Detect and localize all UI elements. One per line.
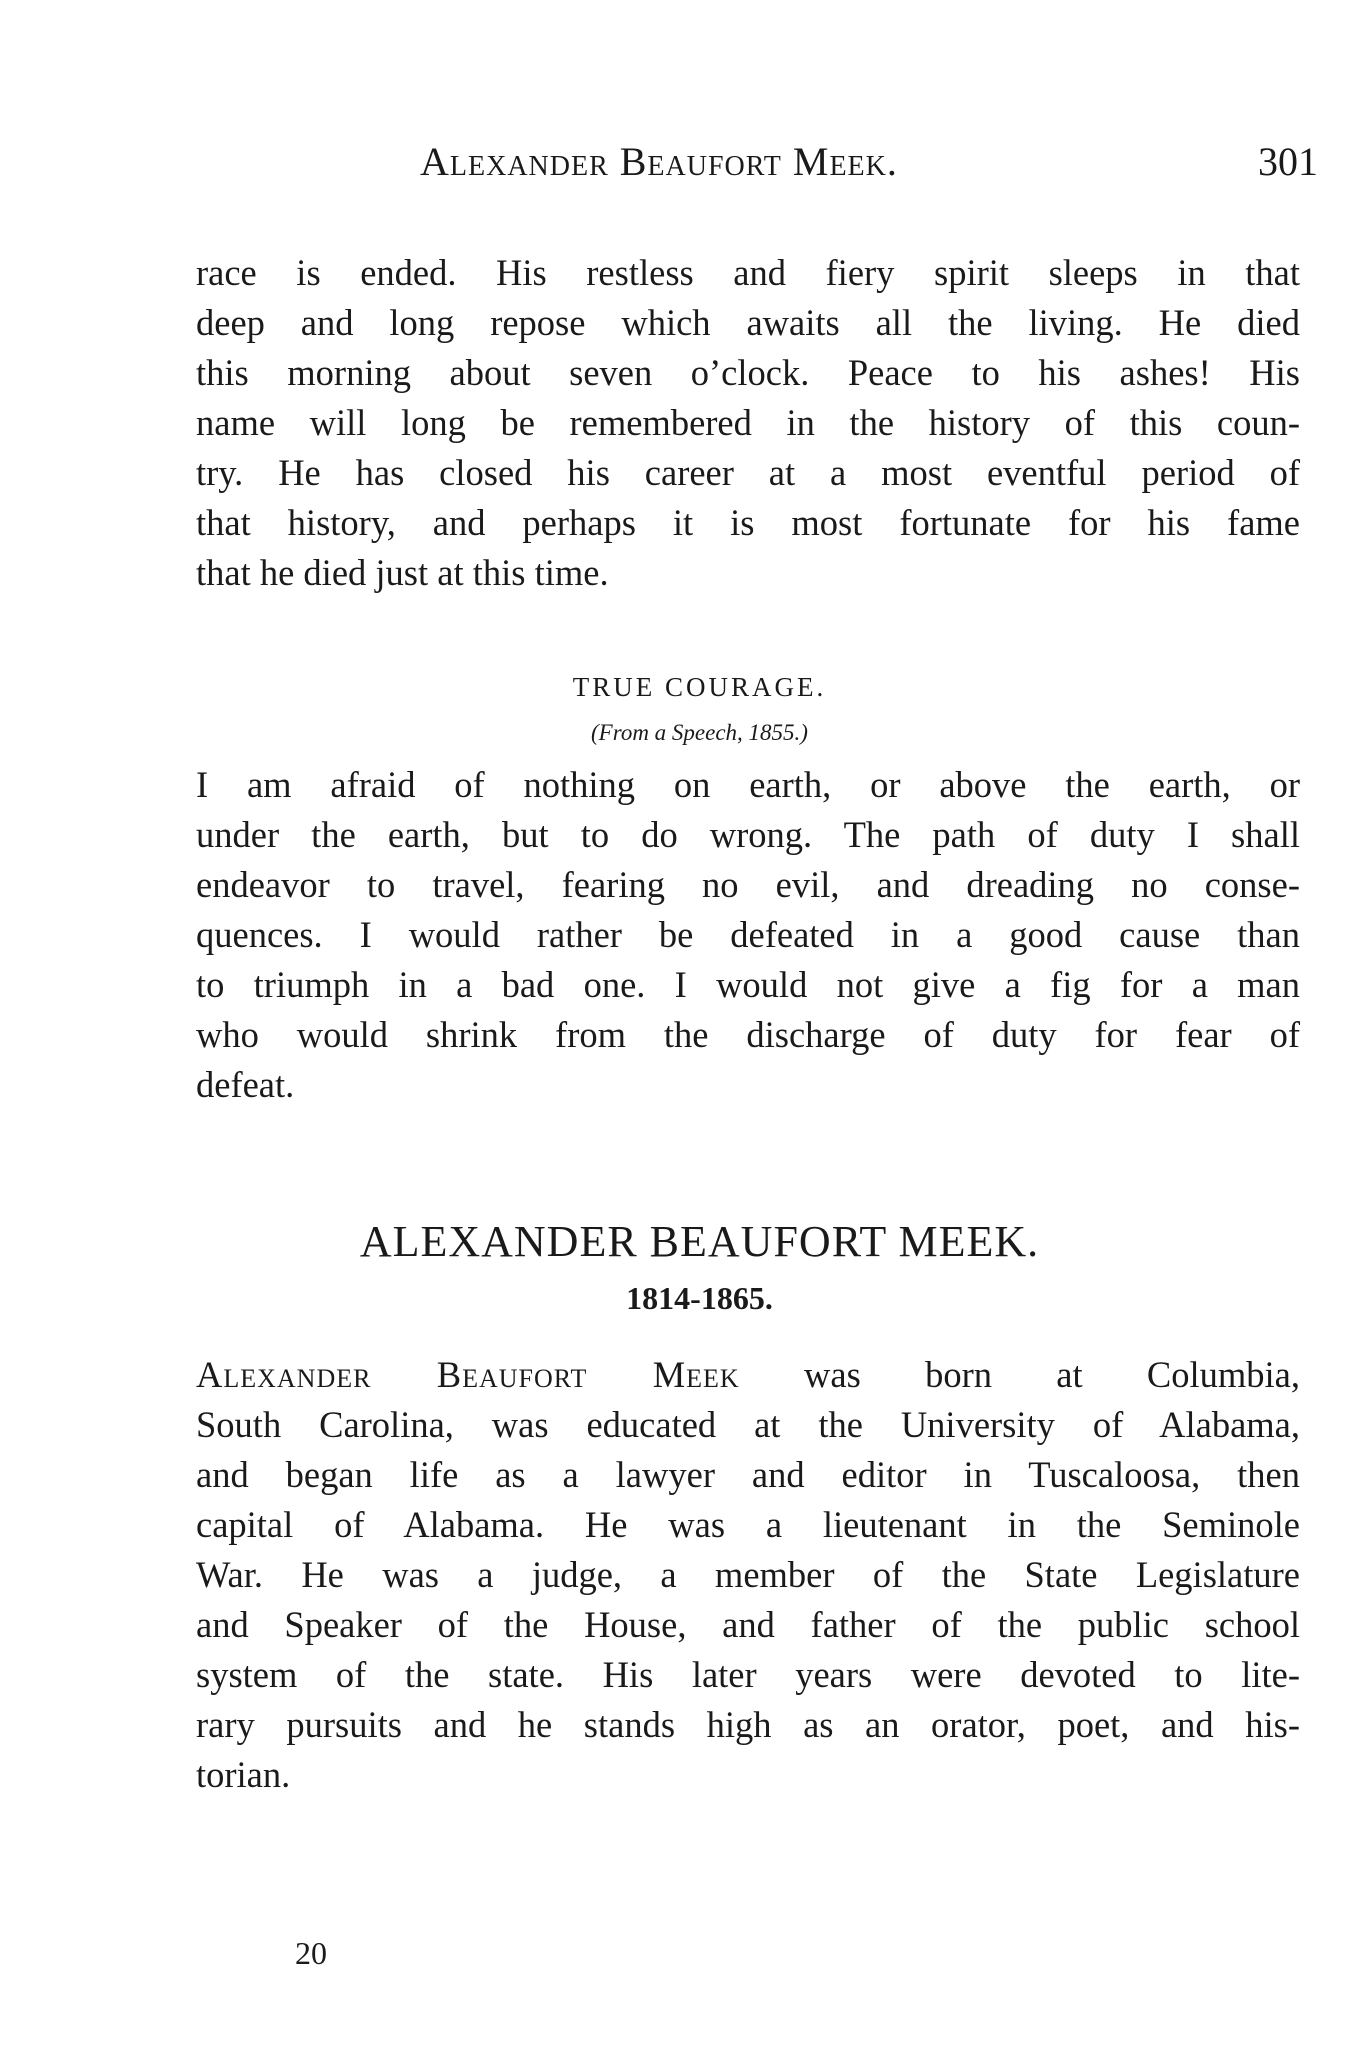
text-line: deep and long repose which awaits all the living. He died	[196, 302, 1300, 343]
text-line: torian.	[196, 1754, 291, 1795]
running-head: Alexander Beaufort Meek.	[420, 139, 898, 184]
text-line: race is ended. His restless and fiery spirit sleeps in that	[196, 252, 1300, 293]
text-line: quences. I would rather be defeated in a good cause than	[196, 914, 1300, 955]
section-source: (From a Speech, 1855.)	[591, 720, 808, 745]
text-line: endeavor to travel, fearing no evil, and dreading no conse-	[196, 864, 1300, 905]
text-line: that he died just at this time.	[196, 552, 609, 593]
text-line: South Carolina, was educated at the University of Alabama,	[196, 1404, 1300, 1445]
text-line: rary pursuits and he stands high as an orator, poet, and his-	[196, 1704, 1300, 1745]
signature-mark: 20	[295, 1935, 327, 1971]
text-line: and Speaker of the House, and father of the public school	[196, 1604, 1300, 1645]
author-dates: 1814-1865.	[626, 1280, 773, 1316]
text-line	[196, 1350, 1300, 1400]
text-line: this morning about seven o’clock. Peace to his ashes! His	[196, 352, 1300, 393]
text-line: to triumph in a bad one. I would not give a fig for a man	[196, 964, 1300, 1005]
passage-conclusion	[196, 248, 1300, 598]
text-line: name will long be remembered in the history of this coun-	[196, 402, 1300, 443]
text-line: I am afraid of nothing on earth, or above the earth, or	[196, 764, 1300, 805]
passage-biography	[196, 1350, 1300, 1800]
text-fragment: was born at Columbia,	[739, 1354, 1300, 1395]
passage-true-courage	[196, 760, 1300, 1110]
text-line: system of the state. His later years were devoted to lite-	[196, 1654, 1300, 1695]
text-line: defeat.	[196, 1064, 295, 1105]
page-number: 301	[1258, 139, 1318, 184]
text-line: try. He has closed his career at a most eventful period of	[196, 452, 1300, 493]
text-line: under the earth, but to do wrong. The path of duty I shall	[196, 814, 1300, 855]
text-line: and began life as a lawyer and editor in Tuscaloosa, then	[196, 1454, 1300, 1495]
text-line: who would shrink from the discharge of duty for fear of	[196, 1014, 1300, 1055]
text-line: that history, and perhaps it is most fortunate for his fame	[196, 502, 1300, 543]
author-name-small-caps: Alexander Beaufort Meek	[196, 1354, 740, 1395]
text-line: War. He was a judge, a member of the State Legislature	[196, 1554, 1300, 1595]
text-line: capital of Alabama. He was a lieutenant in the Seminole	[196, 1504, 1300, 1545]
section-title: TRUE COURAGE.	[572, 672, 827, 702]
author-heading: ALEXANDER BEAUFORT MEEK.	[359, 1217, 1040, 1266]
